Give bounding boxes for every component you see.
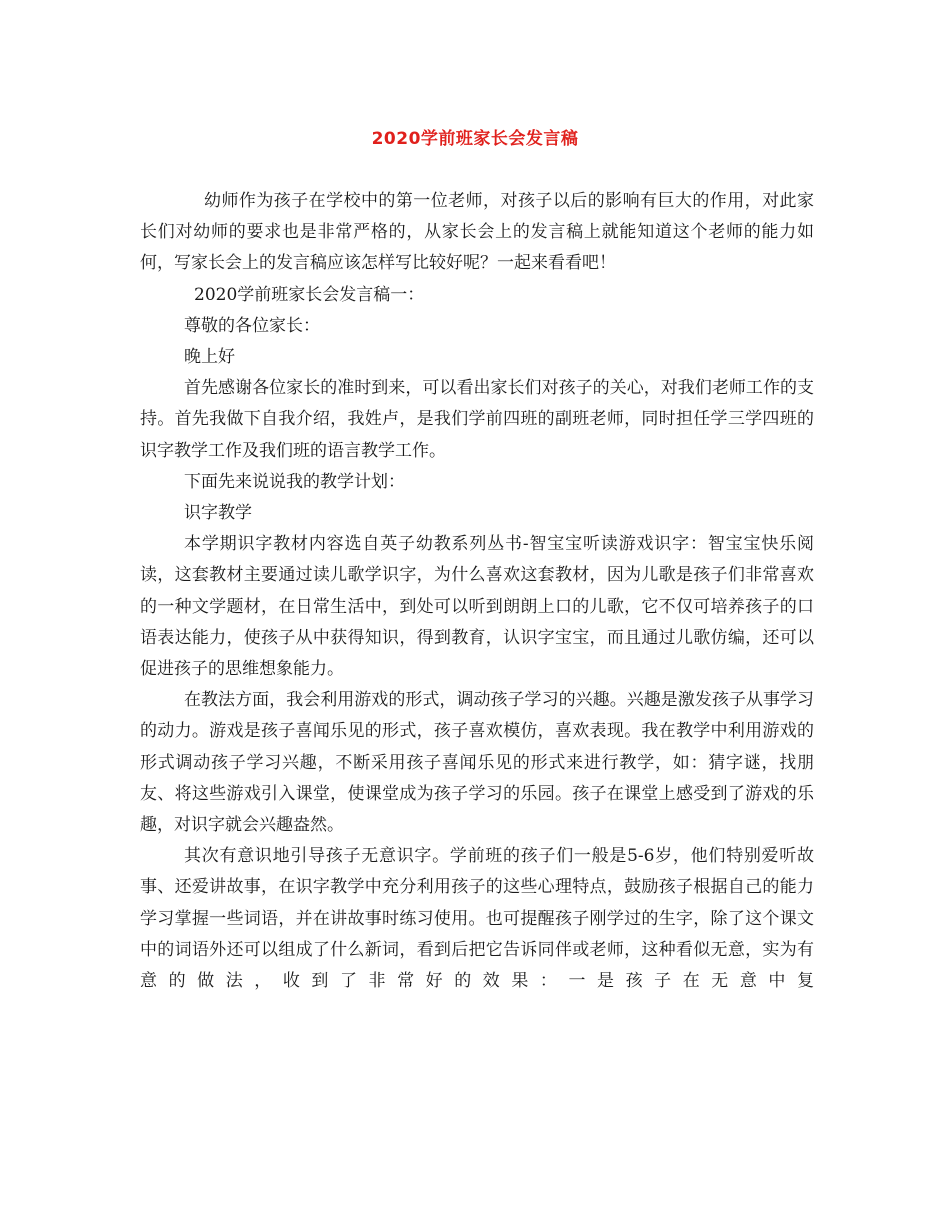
body-paragraph: 在教法方面，我会利用游戏的形式，调动孩子学习的兴趣。兴趣是激发孩子从事学习的动力。游戏是孩子喜闻乐见的形式，孩子喜欢模仿，喜欢表现。我在教学中利用游戏的形式调动孩子学习兴趣，不断采用孩子喜闻乐见的形式来进行教学，如：猜字谜，找朋友、将这些游戏引入课堂，使课堂成为孩子学习的乐园。孩子在课堂上感受到了游戏的乐趣，对识字就会兴趣盎然。 bbox=[140, 690, 814, 836]
body-paragraph: 下面先来说说我的教学计划： bbox=[184, 471, 405, 492]
intro-paragraph: 幼师作为孩子在学校中的第一位老师，对孩子以后的影响有巨大的作用，对此家长们对幼师的要求也是非常严格的，从家长会上的发言稿上就能知道这个老师的能力如何，写家长会上的发言稿应该怎样写比较好呢？一起来看看吧！ bbox=[140, 191, 814, 274]
body-paragraph: 首先感谢各位家长的准时到来，可以看出家长们对孩子的关心，对我们老师工作的支持。首先我做下自我介绍，我姓卢，是我们学前四班的副班老师，同时担任学三学四班的识字教学工作及我们班的语言教学工作。 bbox=[140, 378, 814, 461]
document-title: 2020学前班家长会发言稿 bbox=[371, 129, 579, 149]
greeting: 晚上好 bbox=[184, 347, 235, 368]
body-paragraph: 本学期识字教材内容选自英子幼教系列丛书-智宝宝听读游戏识字：智宝宝快乐阅读，这套教材主要通过读儿歌学识字，为什么喜欢这套教材，因为儿歌是孩子们非常喜欢的一种文学题材，在日常生活中，到处可以听到朗朗上口的儿歌，它不仅可培养孩子的口语表达能力，使孩子从中获得知识，得到教育，认识字宝宝，而且通过儿歌仿编，还可以促进孩子的思维想象能力。 bbox=[140, 534, 814, 680]
subheading: 识字教学 bbox=[184, 503, 252, 524]
section-heading: 2020学前班家长会发言稿一： bbox=[194, 284, 425, 305]
body-paragraph: 其次有意识地引导孩子无意识字。学前班的孩子们一般是5-6岁，他们特别爱听故事、还爱讲故事，在识字教学中充分利用孩子的这些心理特点，鼓励孩子根据自己的能力学习掌握一些词语，并在讲故事时练习使用。也可提醒孩子刚学过的生字，除了这个课文中的词语外还可以组成了什么新词，看到后把它告诉同伴或老师，这种看似无意，实为有意的做法，收到了非常好的效果：一是孩子在无意中复 bbox=[140, 846, 814, 992]
document-body bbox=[140, 186, 814, 997]
salutation: 尊敬的各位家长： bbox=[184, 315, 320, 336]
